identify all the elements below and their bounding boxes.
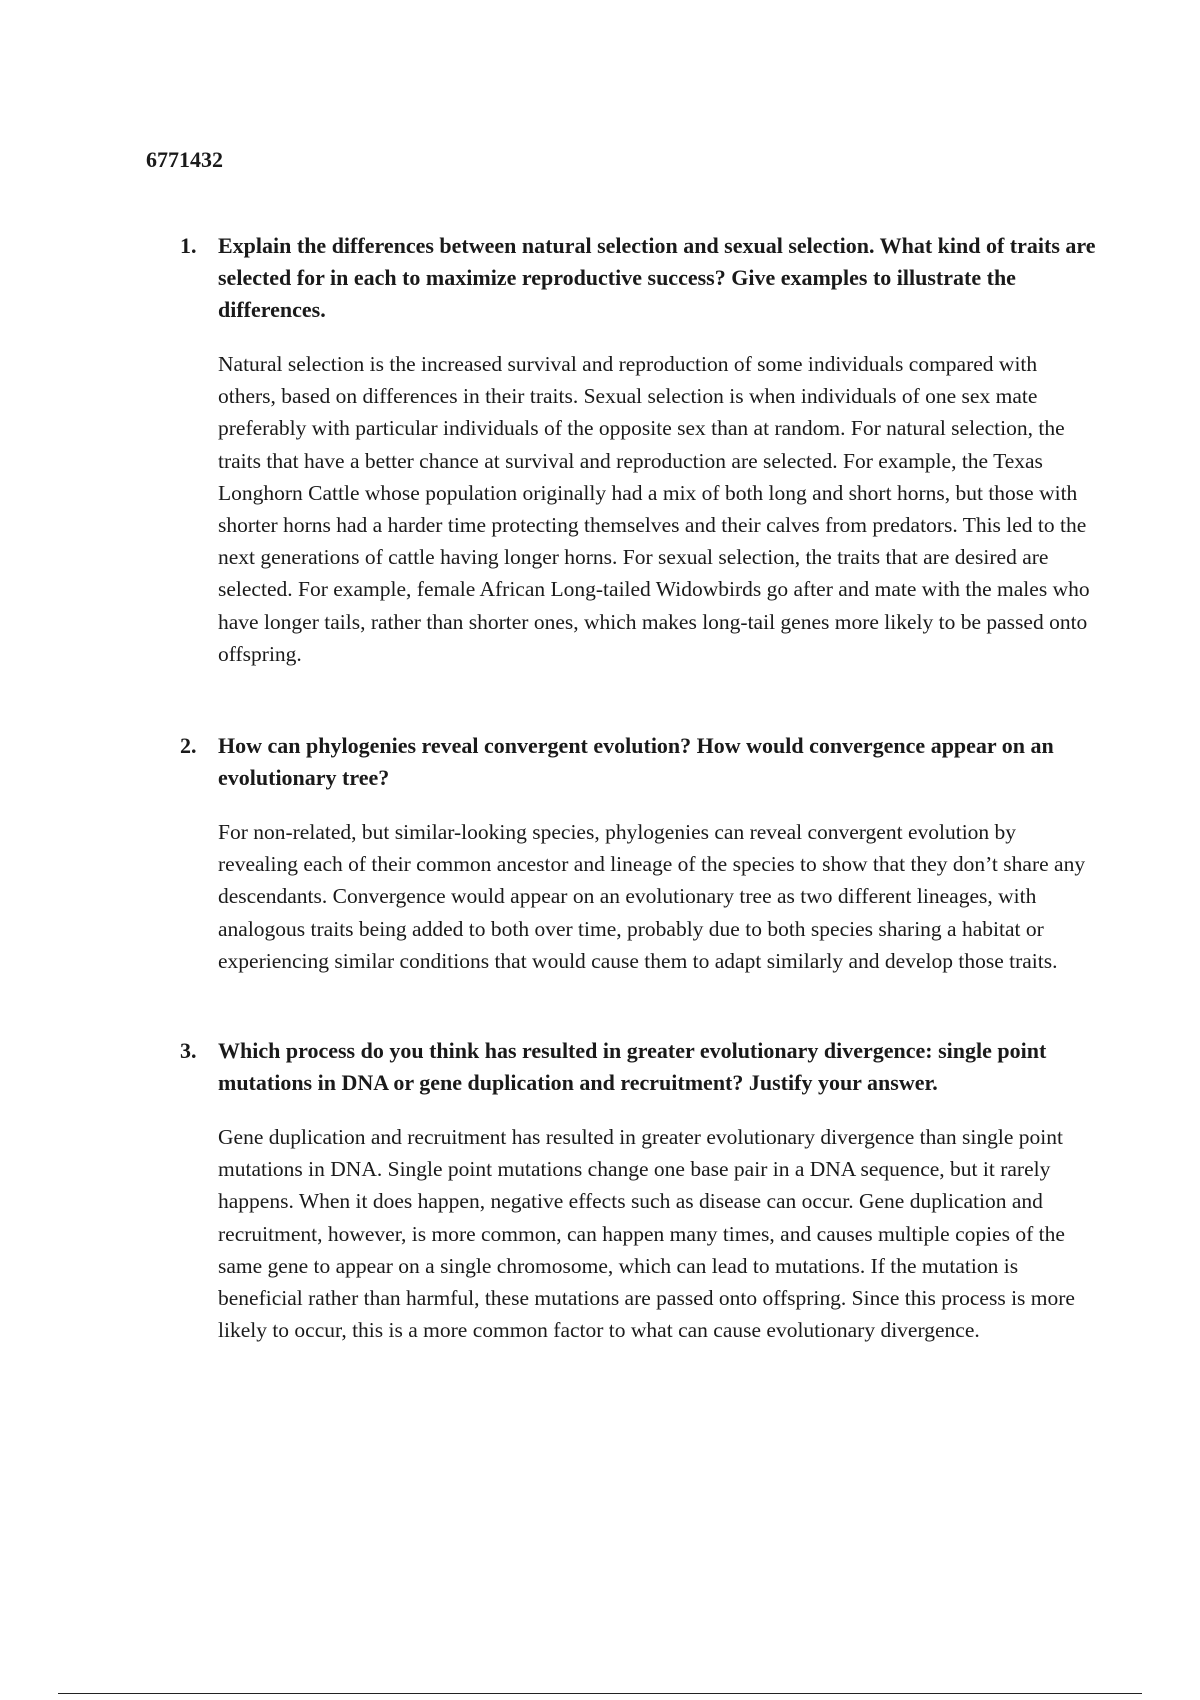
- question-number: 1.: [180, 233, 197, 258]
- answer-text: Gene duplication and recruitment has resulted in greater evolutionary divergence than single point mutations in DNA. Single point mutations change one base pair in a DNA sequence, but it rarely happens. When it does happen, negative effects such as disease can occur. Gene duplication and recruitment, however, is more common, can happen many times, and causes multiple copies of the same gene to appear on a single chromosome, which can lead to mutations. If the mutation is beneficial rather than harmful, these mutations are passed onto offspring. Since this process is more likely to occur, this is a more common factor to what can cause evolutionary divergence.: [218, 1125, 1075, 1343]
- question-number: 3.: [180, 1038, 197, 1063]
- document-id: 6771432: [146, 147, 223, 172]
- bottom-divider: [58, 1693, 1142, 1694]
- question-number: 2.: [180, 733, 197, 758]
- answer-text: For non-related, but similar-looking species, phylogenies can reveal convergent evolution by revealing each of their common ancestor and lineage of the species to show that they don’t share any descendants. Convergence would appear on an evolutionary tree as two different lineages, with analogous traits being added to both over time, probably due to both species sharing a habitat or experiencing similar conditions that would cause them to adapt similarly and develop those traits.: [218, 820, 1086, 973]
- question-text: Which process do you think has resulted in greater evolutionary divergence: single point mutations in DNA or gene duplication and recruitment? Justify your answer.: [218, 1038, 1047, 1095]
- answer-text: Natural selection is the increased survival and reproduction of some individuals compared with others, based on differences in their traits. Sexual selection is when individuals of one sex mate preferably with particular individuals of the opposite sex than at random. For natural selection, the traits that have a better chance at survival and reproduction are selected. For example, the Texas Longhorn Cattle whose population originally had a mix of both long and short horns, but those with shorter horns had a harder time protecting themselves and their calves from predators. This led to the next generations of cattle having longer horns. For sexual selection, the traits that are desired are selected. For example, female African Long-tailed Widowbirds go after and mate with the males who have longer tails, rather than shorter ones, which makes long-tail genes more likely to be passed onto offspring.: [218, 352, 1090, 666]
- question-item-1: [180, 230, 1098, 670]
- question-item-3: [180, 1035, 1098, 1346]
- question-text: Explain the differences between natural selection and sexual selection. What kind of traits are selected for in each to maximize reproductive success? Give examples to illustrate the differences.: [218, 233, 1096, 322]
- question-text: How can phylogenies reveal convergent evolution? How would convergence appear on an evolutionary tree?: [218, 733, 1054, 790]
- question-item-2: [180, 730, 1098, 977]
